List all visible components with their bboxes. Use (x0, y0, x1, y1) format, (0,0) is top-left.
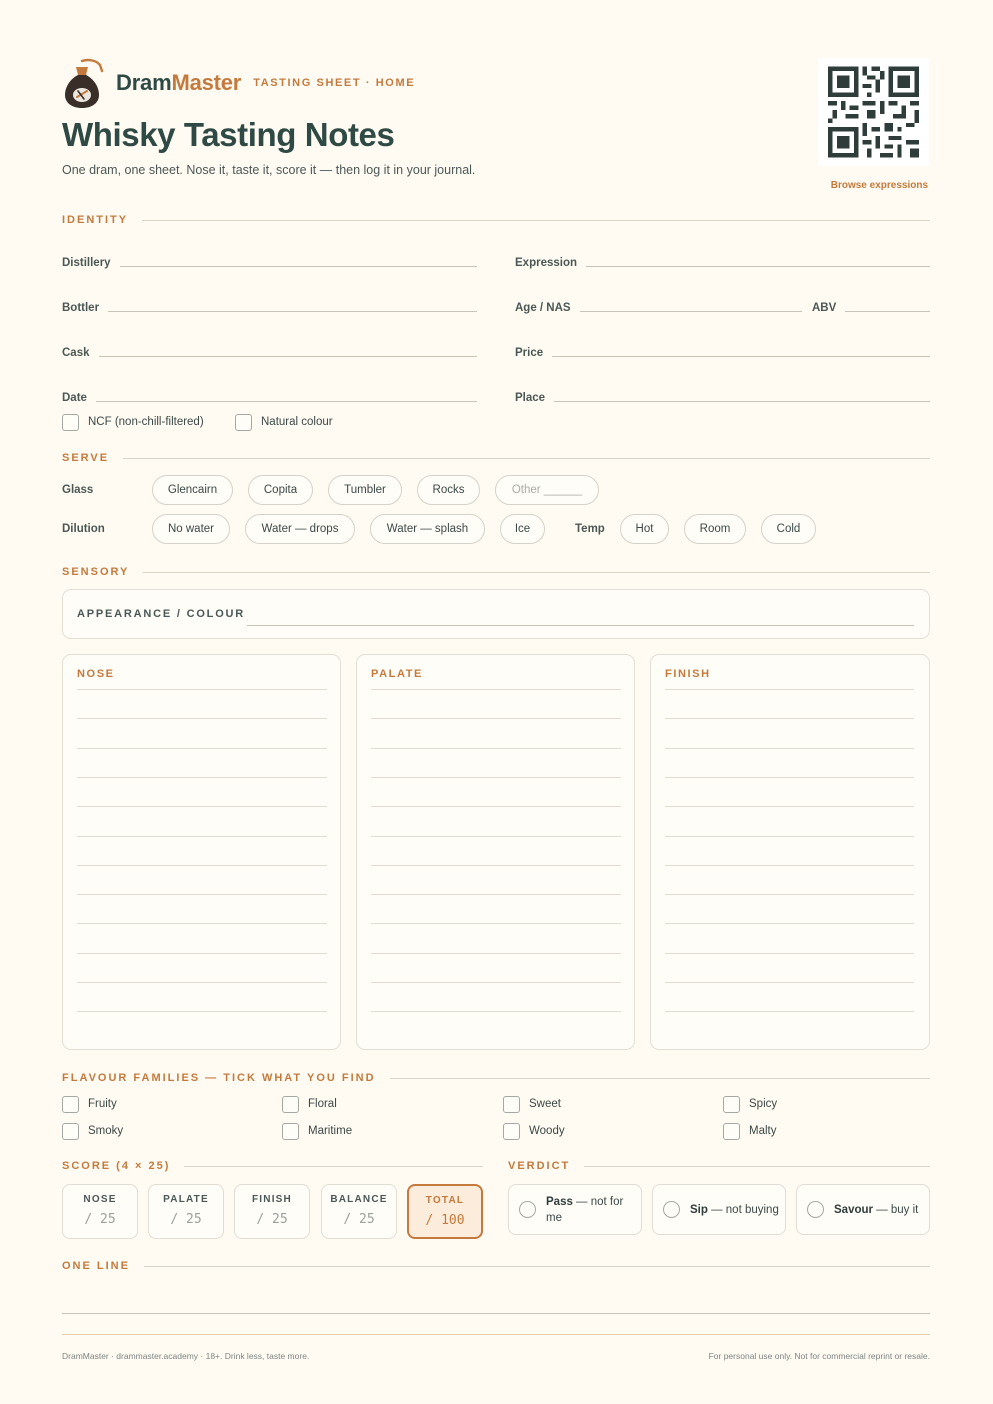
note-line[interactable] (665, 894, 914, 895)
breadcrumb: TASTING SHEET · HOME (253, 77, 416, 89)
note-line[interactable] (371, 777, 621, 778)
footer-right: For personal use only. Not for commercial reprint or resale. (708, 1351, 930, 1361)
note-line[interactable] (665, 923, 914, 924)
abv-field[interactable]: ABV (812, 298, 930, 314)
note-line[interactable] (77, 718, 327, 719)
note-line[interactable] (371, 1011, 621, 1012)
appearance-label: APPEARANCE / COLOUR (77, 608, 246, 620)
note-line[interactable] (371, 923, 621, 924)
price-field[interactable]: Price (515, 343, 930, 359)
radio-icon[interactable] (519, 1201, 536, 1218)
dilution-option-splash[interactable]: Water — splash (370, 514, 485, 544)
note-line[interactable] (371, 806, 621, 807)
note-line[interactable] (665, 689, 914, 690)
score-box-nose[interactable]: NOSE / 25 (62, 1184, 138, 1239)
glass-option-copita[interactable]: Copita (248, 475, 313, 505)
dilution-option-drops[interactable]: Water — drops (245, 514, 355, 544)
note-line[interactable] (665, 718, 914, 719)
note-line[interactable] (665, 806, 914, 807)
bottler-field[interactable]: Bottler (62, 298, 477, 314)
note-line[interactable] (371, 718, 621, 719)
flavour-checkbox-spicy[interactable]: Spicy (723, 1095, 777, 1113)
flavour-checkbox-fruity[interactable]: Fruity (62, 1095, 117, 1113)
note-line[interactable] (77, 894, 327, 895)
glass-option-tumbler[interactable]: Tumbler (328, 475, 402, 505)
note-line[interactable] (371, 953, 621, 954)
verdict-option-savour[interactable]: Savour — buy it (796, 1184, 930, 1235)
score-box-total[interactable]: TOTAL / 100 (407, 1184, 483, 1239)
note-line[interactable] (77, 923, 327, 924)
glass-label: Glass (62, 484, 94, 496)
flavour-checkbox-woody[interactable]: Woody (503, 1122, 565, 1140)
score-box-palate[interactable]: PALATE / 25 (148, 1184, 224, 1239)
date-field[interactable]: Date (62, 388, 477, 404)
palate-title: PALATE (371, 668, 423, 680)
dilution-label: Dilution (62, 523, 105, 535)
note-line[interactable] (665, 748, 914, 749)
radio-icon[interactable] (663, 1201, 680, 1218)
palate-panel[interactable] (356, 654, 635, 1050)
note-line[interactable] (77, 982, 327, 983)
page-title: Whisky Tasting Notes (62, 116, 395, 153)
note-line[interactable] (665, 777, 914, 778)
note-line[interactable] (77, 777, 327, 778)
note-line[interactable] (665, 1011, 914, 1012)
temp-option-hot[interactable]: Hot (620, 514, 669, 544)
flavour-checkbox-smoky[interactable]: Smoky (62, 1122, 123, 1140)
nose-title: NOSE (77, 668, 115, 680)
note-line[interactable] (77, 748, 327, 749)
age-field[interactable]: Age / NAS (515, 298, 802, 314)
glass-option-rocks[interactable]: Rocks (417, 475, 480, 505)
section-sensory: SENSORY (62, 565, 930, 579)
note-line[interactable] (371, 748, 621, 749)
note-line[interactable] (665, 836, 914, 837)
footer-divider (62, 1334, 930, 1335)
section-flavour-families: FLAVOUR FAMILIES — TICK WHAT YOU FIND (62, 1071, 930, 1085)
finish-panel[interactable] (650, 654, 930, 1050)
finish-title: FINISH (665, 668, 711, 680)
cask-field[interactable]: Cask (62, 343, 477, 359)
section-identity: IDENTITY (62, 213, 930, 227)
glass-option-glencairn[interactable]: Glencairn (152, 475, 233, 505)
qr-link-label[interactable]: Browse expressions (830, 180, 928, 191)
note-line[interactable] (665, 865, 914, 866)
ncf-checkbox[interactable]: NCF (non-chill-filtered) (62, 413, 204, 431)
note-line[interactable] (77, 806, 327, 807)
pot-still-logo-icon (62, 57, 104, 109)
note-line[interactable] (371, 865, 621, 866)
distillery-field[interactable]: Distillery (62, 253, 477, 269)
expression-field[interactable]: Expression (515, 253, 930, 269)
note-line[interactable] (371, 689, 621, 690)
temp-option-cold[interactable]: Cold (761, 514, 816, 544)
natural-colour-checkbox[interactable]: Natural colour (235, 413, 333, 431)
score-box-balance[interactable]: BALANCE / 25 (321, 1184, 397, 1239)
one-line-input[interactable] (62, 1313, 930, 1314)
flavour-checkbox-sweet[interactable]: Sweet (503, 1095, 561, 1113)
note-line[interactable] (77, 953, 327, 954)
note-line[interactable] (665, 953, 914, 954)
radio-icon[interactable] (807, 1201, 824, 1218)
qr-code-icon[interactable] (818, 58, 929, 166)
section-one-line: ONE LINE (62, 1259, 930, 1273)
verdict-option-pass[interactable]: Pass — not for me (508, 1184, 642, 1235)
brand (62, 57, 415, 109)
score-box-finish[interactable]: FINISH / 25 (234, 1184, 310, 1239)
flavour-checkbox-floral[interactable]: Floral (282, 1095, 337, 1113)
footer-left: DramMaster · drammaster.academy · 18+. Drink less, taste more. (62, 1351, 310, 1361)
dilution-option-ice[interactable]: Ice (500, 514, 545, 544)
note-line[interactable] (77, 1011, 327, 1012)
place-field[interactable]: Place (515, 388, 930, 404)
note-line[interactable] (77, 836, 327, 837)
flavour-checkbox-malty[interactable]: Malty (723, 1122, 776, 1140)
note-line[interactable] (77, 689, 327, 690)
note-line[interactable] (77, 865, 327, 866)
appearance-line (247, 625, 914, 626)
verdict-option-sip[interactable]: Sip — not buying (652, 1184, 786, 1235)
note-line[interactable] (371, 894, 621, 895)
nose-panel[interactable] (62, 654, 341, 1050)
flavour-checkbox-maritime[interactable]: Maritime (282, 1122, 352, 1140)
section-serve: SERVE (62, 451, 930, 465)
brand-name: DramMaster (116, 70, 242, 95)
temp-option-room[interactable]: Room (684, 514, 746, 544)
note-line[interactable] (371, 982, 621, 983)
section-verdict: VERDICT (508, 1159, 930, 1173)
section-score: SCORE (4 × 25) (62, 1159, 483, 1173)
note-line[interactable] (665, 982, 914, 983)
note-line[interactable] (371, 836, 621, 837)
temp-label: Temp (575, 523, 605, 535)
glass-option-other[interactable]: Other ______ (495, 475, 599, 505)
dilution-option-no-water[interactable]: No water (152, 514, 230, 544)
page-subtitle: One dram, one sheet. Nose it, taste it, score it — then log it in your journal. (62, 163, 476, 177)
